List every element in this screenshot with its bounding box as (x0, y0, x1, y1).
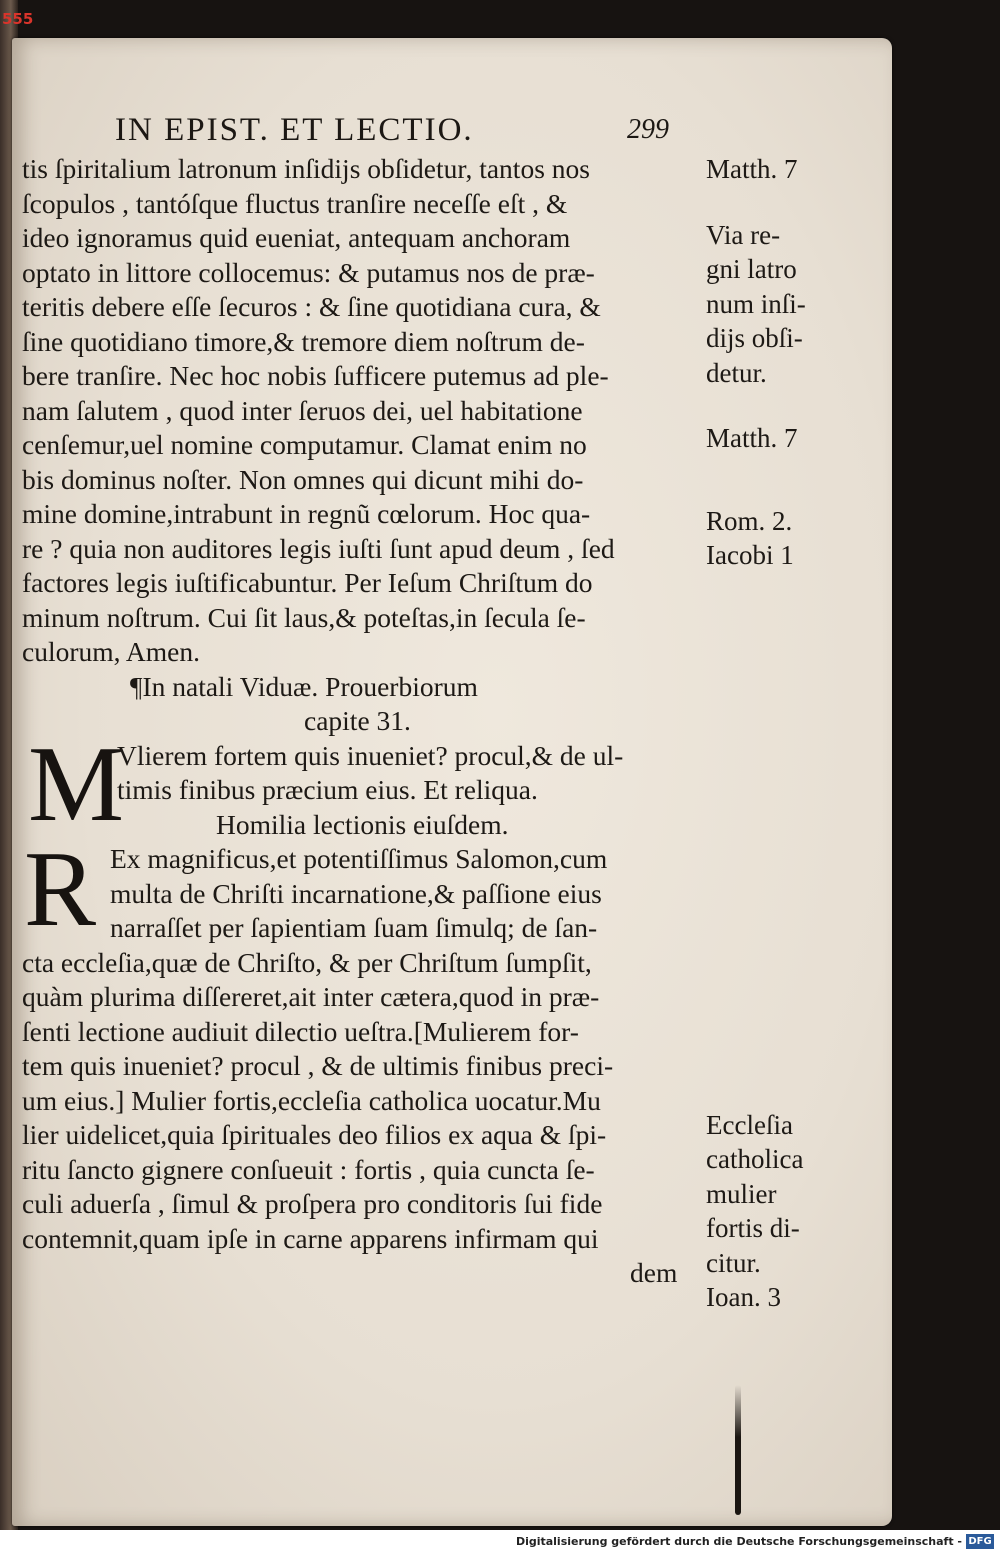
section-heading: ¶In natali Viduæ. Prouerbiorum (130, 670, 478, 702)
homily-block (22, 830, 712, 1291)
dropcap-m: M (28, 724, 125, 844)
margin-note: fortis di- (706, 1213, 800, 1244)
page-crease (735, 1385, 741, 1515)
text-line: ideo ignoramus quid eueniat, antequam anchoram (22, 222, 571, 253)
text-line: factores legis iuſtificabuntur. Per Ieſum Chriſtum do (22, 567, 593, 598)
dropcap-r: R (24, 830, 97, 949)
margin-note: num inſi- (706, 288, 806, 319)
margin-note: Matth. 7 (706, 154, 798, 184)
main-text-column (22, 152, 712, 1291)
homily-lines (22, 946, 712, 1257)
lesson-block (22, 724, 712, 844)
homily-line: ritu ſancto gignere conſueuit : fortis , quia cuncta ſe- (22, 1153, 595, 1185)
homily-line: tem quis inueniet? procul , & de ultimis finibus preci- (22, 1050, 614, 1081)
margin-note: Iacobi 1 (706, 540, 794, 571)
margin-note: dijs obſi- (706, 323, 803, 354)
text-line: bere tranſire. Nec hoc nobis ſufficere putemus ad ple- (22, 360, 609, 391)
text-line: tis ſpiritalium latronum inſidijs obſidetur, tantos nos (22, 153, 590, 184)
homily-line: ſenti lectione audiuit dilectio ueſtra.[Mulierem for- (22, 1015, 579, 1047)
margin-note: Eccleſia (706, 1109, 793, 1140)
text-line: ſine quotidiano timore,& tremore diem noſtrum de- (22, 325, 585, 357)
text-line: re ? quia non auditores legis iuſti ſunt apud deum , ſed (22, 532, 615, 564)
margin-note: Via re- (706, 219, 781, 250)
homily-line: multa de Chriſti incarnatione,& paſſione eius (110, 877, 602, 909)
text-line: cenſemur,uel nomine computamur. Clamat enim no (22, 429, 587, 460)
running-head (115, 112, 695, 149)
lesson-line: timis finibus præcium eius. Et reliqua. (117, 774, 538, 805)
margin-note: Rom. 2. (706, 505, 793, 536)
margin-note: Ioan. 3 (706, 1282, 781, 1313)
margin-note: catholica (706, 1144, 804, 1175)
margin-note: citur. (706, 1247, 761, 1278)
text-line: teritis debere eſſe ſecuros : & ſine quotidiana cura, & (22, 291, 601, 322)
text-line: minum noſtrum. Cui ſit laus,& poteſtas,in ſecula ſe- (22, 601, 586, 633)
margin-note: mulier (706, 1178, 777, 1209)
text-line: mine domine,intrabunt in regnũ cœlorum. Hoc qua- (22, 498, 591, 529)
page-number: 299 (627, 114, 669, 145)
text-line: culorum, Amen. (22, 636, 200, 667)
running-head-title: IN EPIST. ET LECTIO. (115, 112, 474, 148)
homily-line: contemnit,quam ipſe in carne apparens infirmam qui (22, 1222, 599, 1254)
catchword: dem (630, 1257, 678, 1288)
margin-note: gni latro (706, 254, 797, 285)
text-line: nam ſalutem , quod inter ſeruos dei, uel habitatione (22, 394, 583, 426)
homily-indented-lines (22, 830, 712, 949)
text-line: ſcopulos , tantóſque fluctus tranſire neceſſe eſt , & (22, 187, 568, 219)
lesson-line: Vlierem fortem quis inueniet? procul,& de ul- (117, 739, 624, 771)
homily-line: cta eccleſia,quæ de Chriſto, & per Chriſtum ſumpſit, (22, 946, 592, 978)
dfg-logo: DFG (966, 1534, 994, 1549)
funding-notice: Digitalisierung gefördert durch die Deutsche Forschungsgemeinschaft - (515, 1535, 962, 1548)
homily-line: quàm plurima diſſereret,ait inter cætera,quod in præ- (22, 981, 600, 1012)
section-heading-chapter: capite 31. (304, 705, 411, 736)
homily-line: Ex magnificus,et potentiſſimus Salomon,cum (110, 843, 608, 874)
sermon-ending (22, 152, 712, 670)
text-line: optato in littore collocemus: & putamus nos de præ- (22, 256, 595, 288)
homily-line: narraſſet per ſapientiam ſuam ſimulq; de ſan- (110, 912, 598, 943)
homily-heading: Homilia lectionis eiuſdem. (216, 808, 509, 840)
homily-line: culi aduerſa , ſimul & proſpera pro conditoris ſui fide (22, 1188, 603, 1219)
text-line: bis dominus noſter. Non omnes qui dicunt mihi do- (22, 463, 584, 495)
margin-note: detur. (706, 357, 767, 388)
scan-stamp: 555 (2, 10, 34, 28)
homily-line: lier uidelicet,quia ſpirituales deo filios ex aqua & ſpi- (22, 1119, 607, 1150)
homily-line: um eius.] Mulier fortis,eccleſia catholica uocatur.Mu (22, 1084, 601, 1116)
footer-bar (0, 1530, 1000, 1554)
margin-note: Matth. 7 (706, 423, 798, 454)
